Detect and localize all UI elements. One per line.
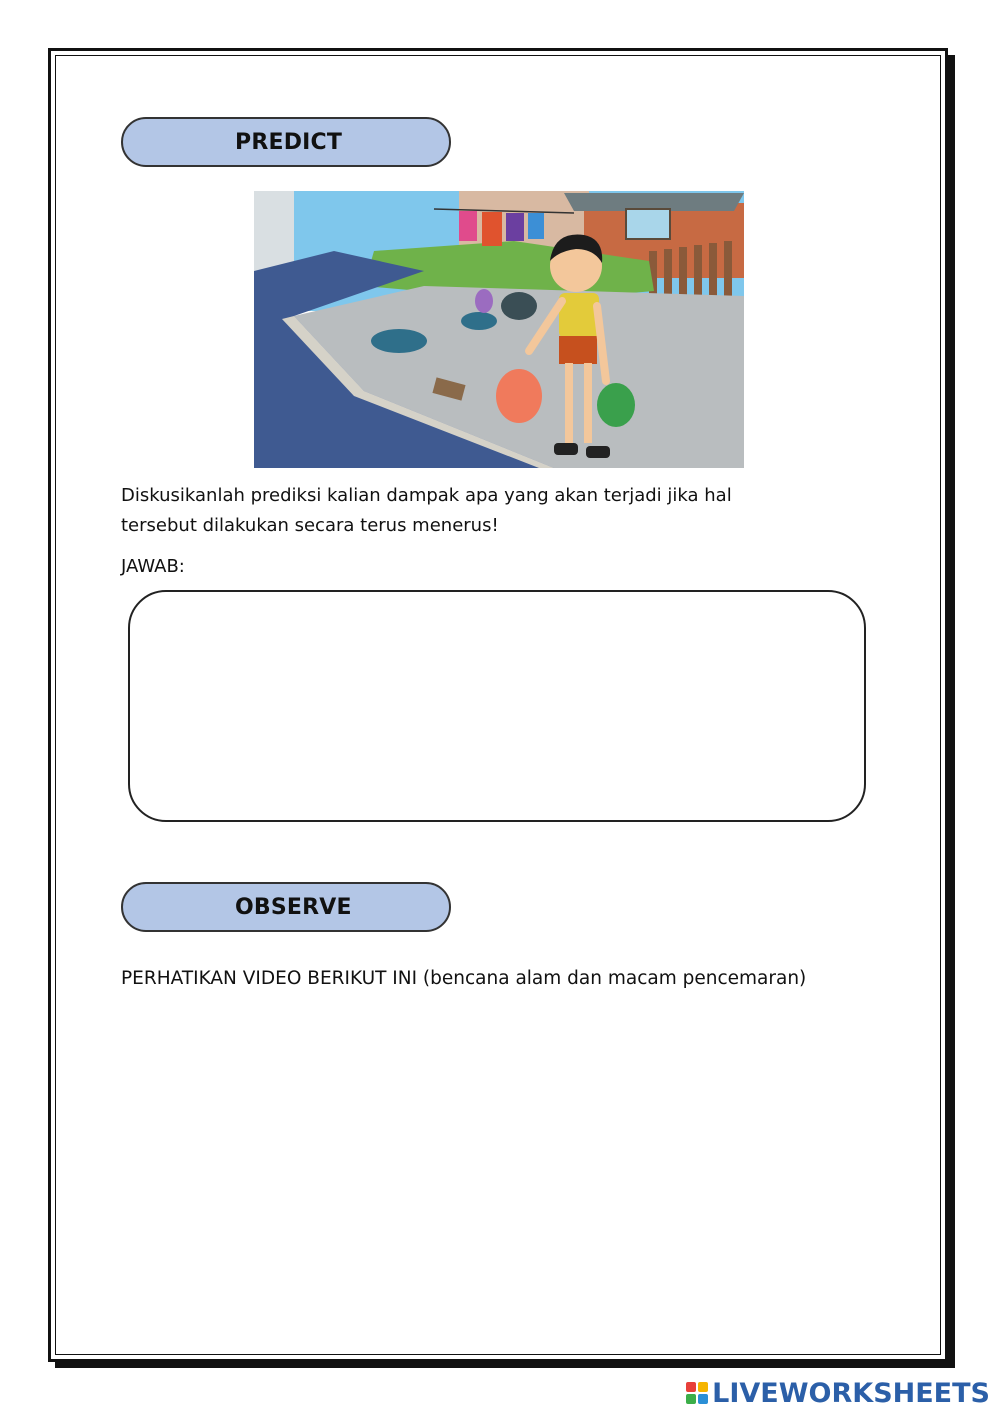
trash-bin: [501, 292, 537, 320]
trash-bag-small: [475, 289, 493, 313]
trash-bag-orange: [496, 369, 542, 423]
laundry-blue: [528, 213, 544, 239]
boy-trash-illustration: [254, 191, 744, 468]
laundry-pink: [459, 211, 477, 241]
predict-question-line2: tersebut dilakukan secara terus menerus!: [121, 515, 499, 536]
laundry-red: [482, 212, 502, 246]
predict-header: [121, 117, 451, 167]
observe-instruction: PERHATIKAN VIDEO BERIKUT INI (bencana alam dan macam pencemaran): [121, 968, 807, 989]
laundry-purple: [506, 213, 524, 241]
trash-bag-green: [597, 383, 635, 427]
predict-question-line1: Diskusikanlah prediksi kalian dampak apa yang akan terjadi jika hal: [121, 485, 732, 506]
liveworksheets-logo-icon: [686, 1382, 708, 1404]
liveworksheets-logo-text: LIVEWORKSHEETS: [712, 1377, 990, 1409]
answer-label: JAWAB:: [121, 556, 185, 577]
puddle: [461, 312, 497, 330]
answer-input-box[interactable]: [128, 590, 866, 822]
house-window: [626, 209, 670, 239]
observe-title: OBSERVE: [235, 894, 352, 920]
predict-title: PREDICT: [235, 129, 343, 155]
liveworksheets-logo[interactable]: [686, 1376, 990, 1410]
illustration-svg: [254, 191, 744, 468]
observe-header: [121, 882, 451, 932]
puddle: [371, 329, 427, 353]
